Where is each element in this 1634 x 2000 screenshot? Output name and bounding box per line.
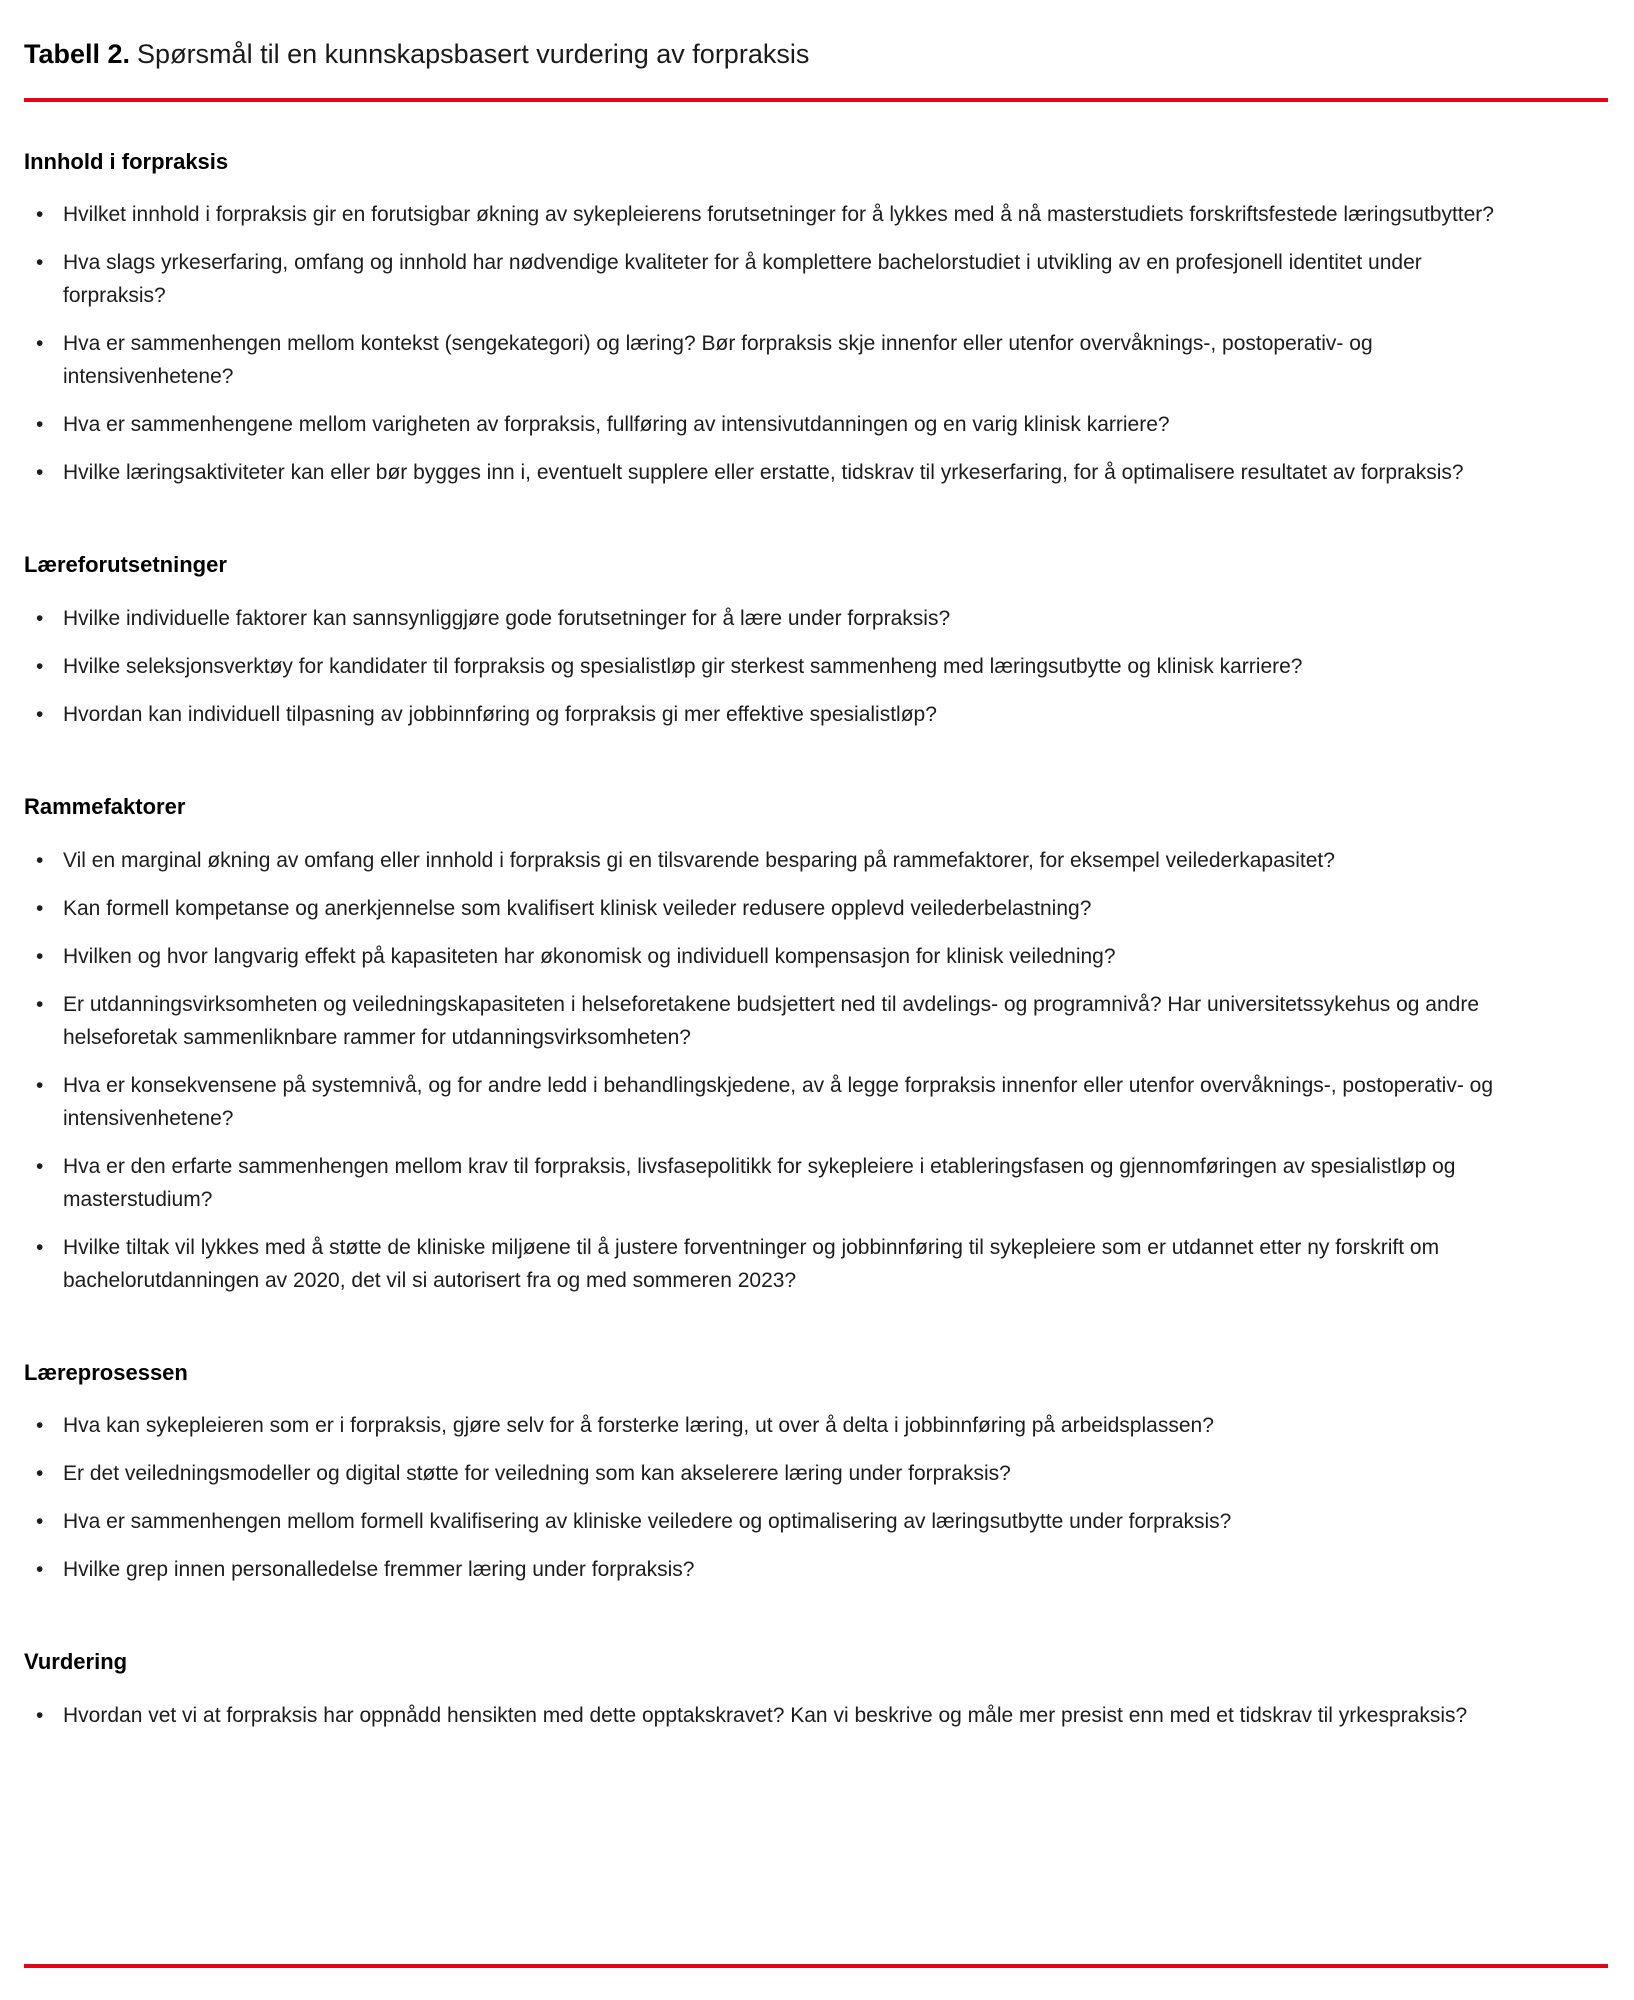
list-item	[36, 698, 1508, 731]
bullet-icon: •	[36, 1414, 44, 1438]
question-list	[24, 844, 1608, 1297]
question-list	[24, 198, 1608, 489]
list-item	[36, 1409, 1508, 1442]
bullet-icon: •	[36, 1510, 44, 1534]
question-text: Hvilke individuelle faktorer kan sannsynliggjøre gode forutsetninger for å lære under forpraksis?	[63, 606, 951, 630]
bullet-icon: •	[36, 251, 44, 275]
table-number-label: Tabell 2.	[24, 39, 131, 69]
list-item	[36, 1231, 1508, 1297]
bullet-icon: •	[36, 1558, 44, 1582]
bullet-icon: •	[36, 203, 44, 227]
bullet-icon: •	[36, 848, 44, 872]
section-heading: Læreforutsetninger	[24, 552, 227, 578]
list-item	[36, 650, 1508, 683]
list-item	[36, 1069, 1508, 1135]
bullet-icon: •	[36, 1154, 44, 1178]
section-heading: Innhold i forpraksis	[24, 148, 229, 174]
table-section	[24, 793, 1608, 1297]
question-text: Hva kan sykepleieren som er i forpraksis, gjøre selv for å forsterke læring, ut over å delta i jobbinnføring på arbeidsplassen?	[63, 1414, 1214, 1438]
question-text: Hva er sammenhengen mellom formell kvalifisering av kliniske veiledere og optimalisering av læringsutbytte under forpraksis?	[63, 1510, 1232, 1534]
question-text: Hva er sammenhengene mellom varigheten av forpraksis, fullføring av intensivutdanningen og en varig klinisk karriere?	[63, 413, 1170, 437]
bullet-icon: •	[36, 606, 44, 630]
question-text: Hva er den erfarte sammenhengen mellom krav til forpraksis, livsfasepolitikk for sykepleiere i etableringsfasen og gjennomføringen av spesialistløp og masterstudium?	[63, 1154, 1456, 1211]
bullet-icon: •	[36, 702, 44, 726]
question-list	[24, 1409, 1608, 1586]
bullet-icon: •	[36, 332, 44, 356]
question-text: Hvordan vet vi at forpraksis har oppnådd hensikten med dette opptakskravet? Kan vi beskrive og måle mer presist enn med et tidskrav til yrkespraksis?	[63, 1703, 1468, 1727]
question-text: Hvilke tiltak vil lykkes med å støtte de kliniske miljøene til å justere forventninger og jobbinnføring til sykepleiere som er utdannet etter ny forskrift om bachelorutdanningen av 2020, det vil si autorisert fra og med sommeren 2023?	[63, 1235, 1440, 1292]
bullet-icon: •	[36, 1703, 44, 1727]
question-text: Vil en marginal økning av omfang eller innhold i forpraksis gi en tilsvarende besparing på rammefaktorer, for eksempel veilederkapasitet?	[63, 848, 1335, 872]
list-item	[36, 1150, 1508, 1216]
list-item	[36, 198, 1508, 231]
list-item	[36, 1457, 1508, 1490]
table-section	[24, 148, 1608, 490]
bullet-icon: •	[36, 413, 44, 437]
bullet-icon: •	[36, 896, 44, 920]
list-item	[36, 940, 1508, 973]
bullet-icon: •	[36, 944, 44, 968]
question-text: Hvordan kan individuell tilpasning av jobbinnføring og forpraksis gi mer effektive spesialistløp?	[63, 702, 937, 726]
question-text: Hvilke seleksjonsverktøy for kandidater til forpraksis og spesialistløp gir sterkest sammenheng med læringsutbytte og klinisk karriere?	[63, 654, 1303, 678]
question-text: Hva slags yrkeserfaring, omfang og innhold har nødvendige kvaliteter for å komplettere bachelorstudiet i utvikling av en profesjonell identitet under forpraksis?	[63, 251, 1422, 308]
list-item	[36, 1699, 1508, 1732]
list-item	[36, 892, 1508, 925]
bullet-icon: •	[36, 461, 44, 485]
question-text: Er utdanningsvirksomheten og veiledningskapasiteten i helseforetakene budsjettert ned til avdelings- og programnivå? Har universitetssykehus og andre helseforetak sammenliknbare rammer for utdanningsvirksomheten?	[63, 992, 1479, 1049]
table-body	[24, 102, 1608, 1747]
bullet-icon: •	[36, 654, 44, 678]
question-text: Hvilke læringsaktiviteter kan eller bør bygges inn i, eventuelt supplere eller erstatte, tidskrav til yrkeserfaring, for å optimalisere resultatet av forpraksis?	[63, 461, 1464, 485]
list-item	[36, 327, 1508, 393]
question-text: Hvilke grep innen personalledelse fremmer læring under forpraksis?	[63, 1558, 695, 1582]
section-heading: Vurdering	[24, 1649, 128, 1675]
list-item	[36, 1553, 1508, 1586]
question-list	[24, 1699, 1608, 1732]
table-caption: Spørsmål til en kunnskapsbasert vurdering av forpraksis	[137, 39, 810, 69]
bottom-rule	[24, 1964, 1608, 1968]
list-item	[36, 408, 1508, 441]
list-item	[36, 844, 1508, 877]
question-text: Kan formell kompetanse og anerkjennelse som kvalifisert klinisk veileder redusere opplevd veilederbelastning?	[63, 896, 1092, 920]
question-text: Hva er sammenhengen mellom kontekst (sengekategori) og læring? Bør forpraksis skje innenfor eller utenfor overvåknings-, postoperativ- og intensivenhetene?	[63, 332, 1373, 389]
bullet-icon: •	[36, 1073, 44, 1097]
list-item	[36, 456, 1508, 489]
list-item	[36, 602, 1508, 635]
table-title	[24, 38, 1608, 72]
question-list	[24, 602, 1608, 731]
table-section	[24, 1359, 1608, 1587]
question-text: Hvilken og hvor langvarig effekt på kapasiteten har økonomisk og individuell kompensasjon for klinisk veiledning?	[63, 944, 1116, 968]
bullet-icon: •	[36, 1235, 44, 1259]
table-section	[24, 551, 1608, 731]
table-section	[24, 1648, 1608, 1732]
section-heading: Læreprosessen	[24, 1359, 188, 1385]
question-text: Hvilket innhold i forpraksis gir en forutsigbar økning av sykepleierens forutsetninger for å lykkes med å nå masterstudiets forskriftsfestede læringsutbytter?	[63, 203, 1494, 227]
bullet-icon: •	[36, 992, 44, 1016]
section-heading: Rammefaktorer	[24, 793, 186, 819]
list-item	[36, 246, 1508, 312]
question-text: Er det veiledningsmodeller og digital støtte for veiledning som kan akselerere læring under forpraksis?	[63, 1462, 1011, 1486]
question-text: Hva er konsekvensene på systemnivå, og for andre ledd i behandlingskjedene, av å legge forpraksis innenfor eller utenfor overvåknings-, postoperativ- og intensivenhetene?	[63, 1073, 1493, 1130]
list-item	[36, 988, 1508, 1054]
list-item	[36, 1505, 1508, 1538]
bullet-icon: •	[36, 1462, 44, 1486]
